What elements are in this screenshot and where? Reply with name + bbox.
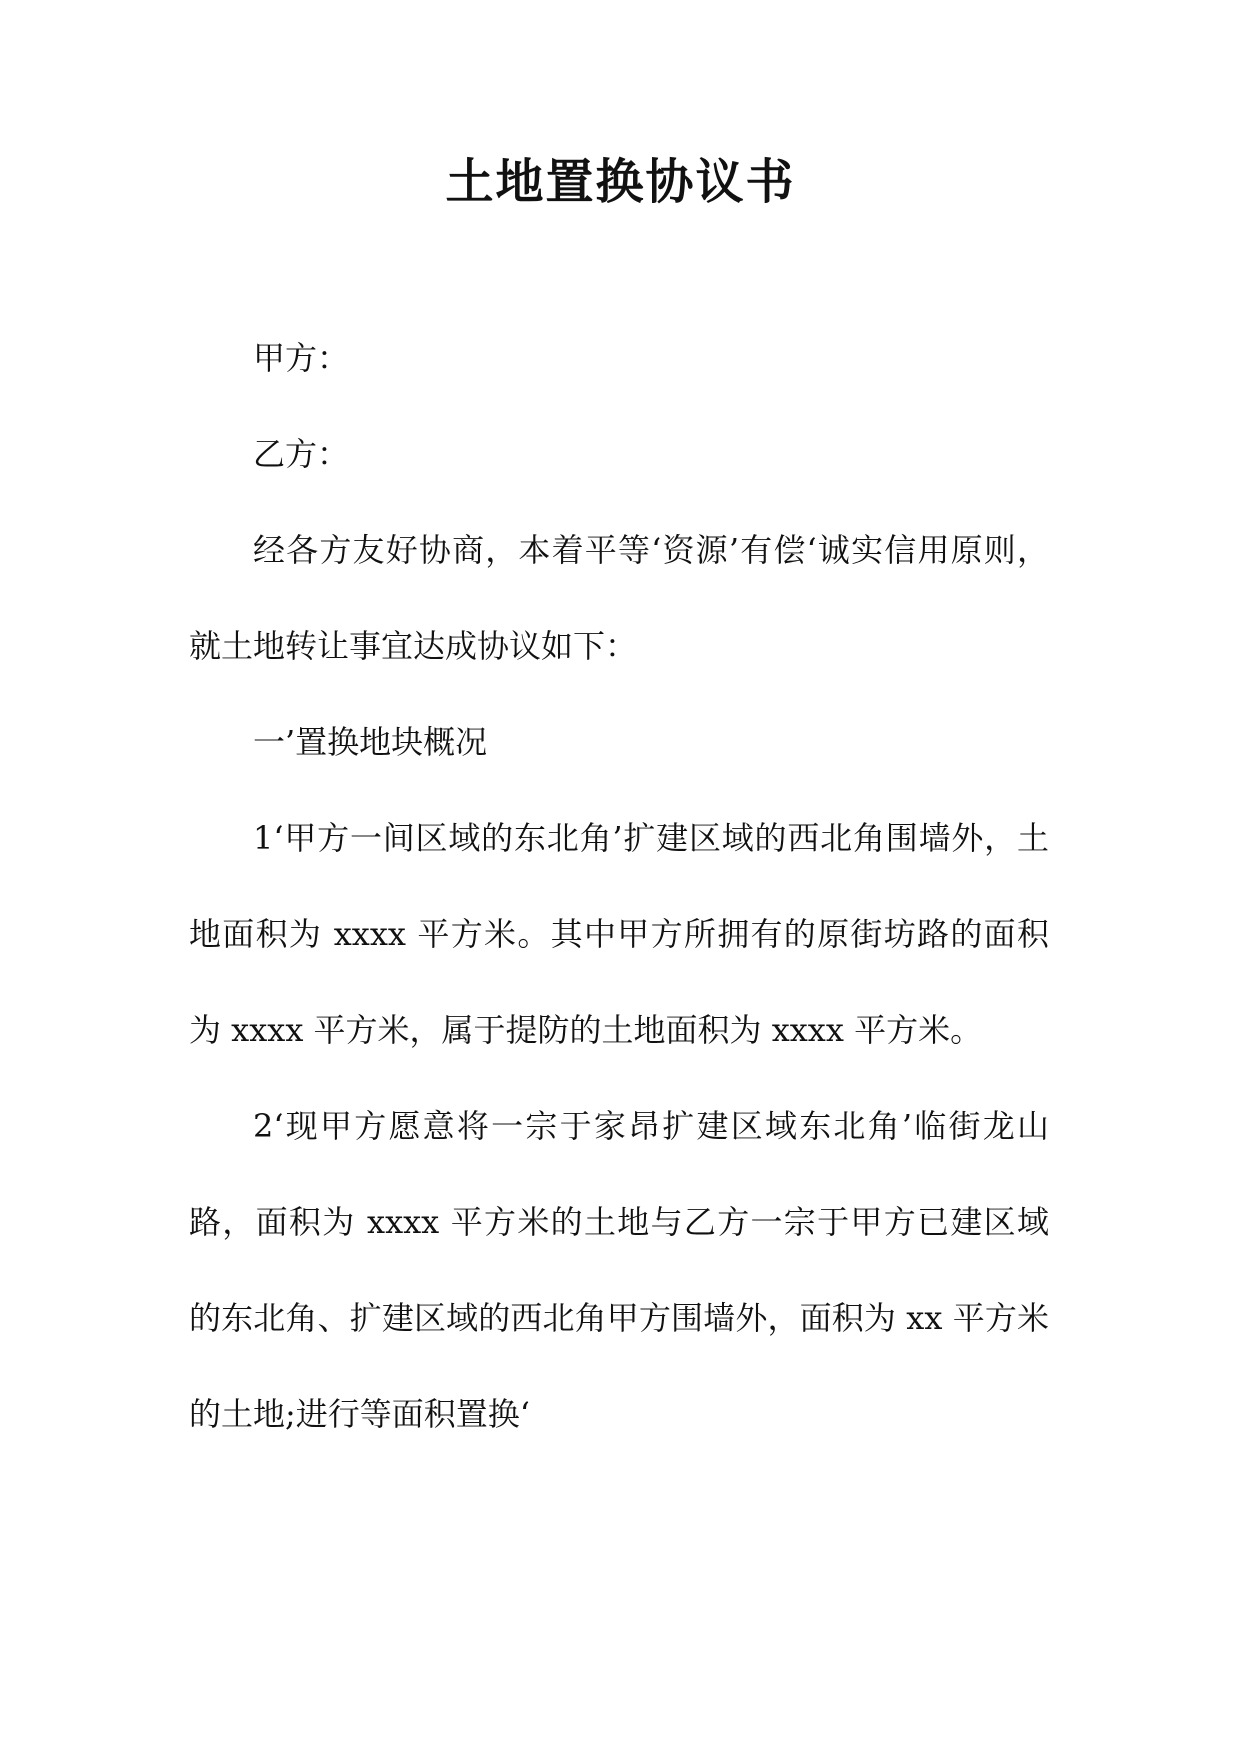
- clause-1-paragraph: 1‘甲方一间区域的东北角’扩建区域的西北角围墙外，土地面积为 xxxx 平方米。其中甲方所拥有的原街坊路的面积为 xxxx 平方米，属于提防的土地面积为 xxxx 平方米。: [189, 819, 1049, 1049]
- party-b-line: 乙方：: [253, 435, 350, 473]
- document-title: 土地置换协议书: [445, 154, 796, 210]
- preamble-paragraph: 经各方友好协商，本着平等‘资源’有偿‘诚实信用原则，就土地转让事宜达成协议如下：: [189, 531, 1049, 665]
- party-a-line: 甲方：: [253, 339, 350, 377]
- section-heading-1: 一’置换地块概况: [253, 723, 488, 761]
- clause-2-paragraph: 2‘现甲方愿意将一宗于家昂扩建区域东北角’临街龙山路，面积为 xxxx 平方米的土地与乙方一宗于甲方已建区域的东北角、扩建区域的西北角甲方围墙外，面积为 xx 平方米的土地;进行等面积置换‘: [189, 1107, 1049, 1433]
- document-body: [189, 310, 1049, 1462]
